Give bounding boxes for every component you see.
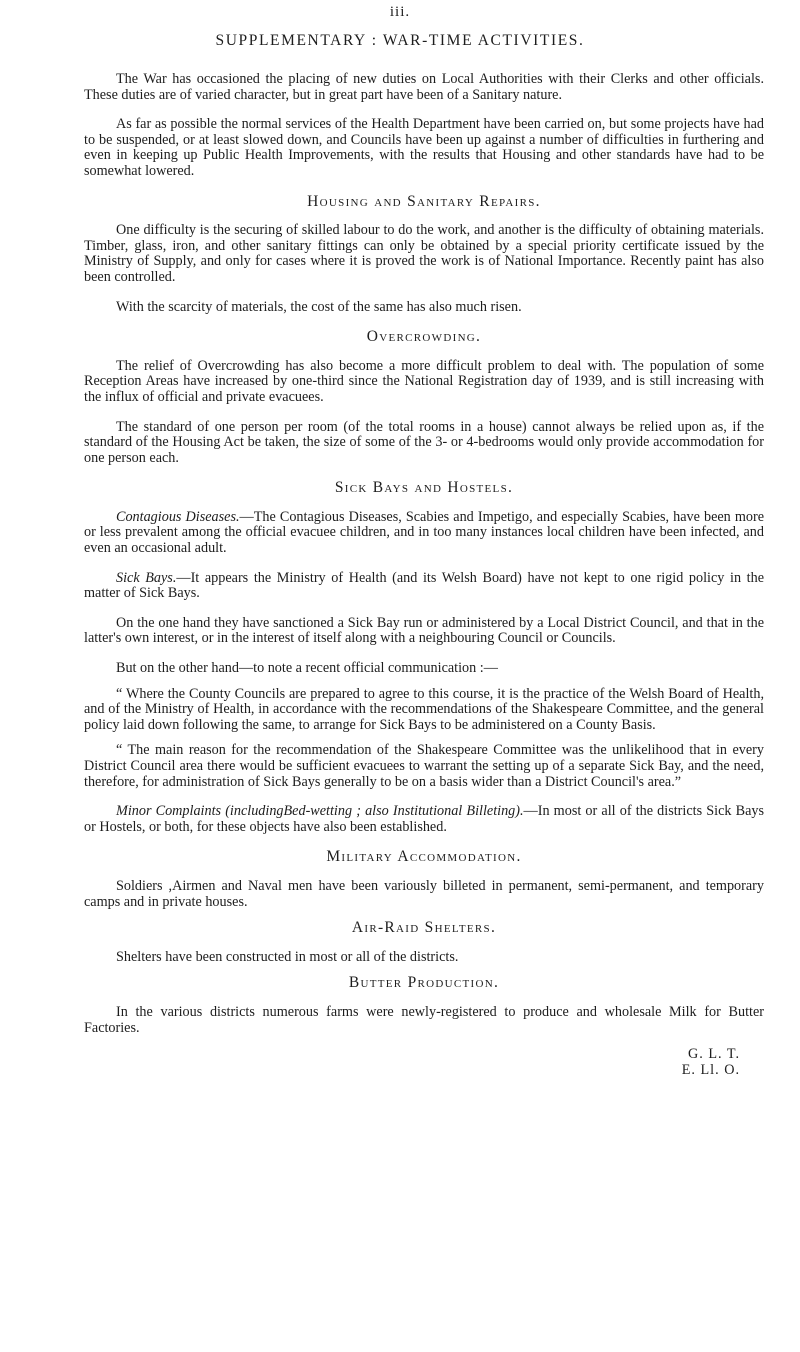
minor-complaints-text: —In most or all of the districts Sick Bays or Hostels, or both, for these objects have also been established. [84, 803, 764, 835]
intro-paragraph: The War has occasioned the placing of new duties on Local Authorities with their Clerks and other officials. These duties are of varied character, but in great part have been of a Sanitary nature. [84, 71, 764, 103]
signature-initials [84, 1046, 764, 1078]
butter-paragraph: In the various districts numerous farms were newly-registered to produce and wholesale Milk for Butter Factories. [84, 1003, 764, 1036]
section-heading-butter: Butter Production. [348, 974, 500, 992]
minor-complaints-label: Minor Complaints (includingBed-wetting ; also Institutional Billeting). [116, 803, 524, 820]
quoted-communication: “ Where the County Councils are prepared to agree to this course, it is the practice of the Welsh Board of Health, and of the Ministry of Health, in accordance with the recommendations of the Shakespeare Committee, and the general policy laid down following the same, to arrange for Sick Bays to be administered on a County Basis. [84, 685, 764, 733]
section-heading-air-raid: Air-Raid Shelters. [351, 919, 497, 937]
contagious-diseases-text: —The Contagious Diseases, Scabies and Impetigo, and especially Scabies, have been more or less prevalent among the official evacuee children, and in too many instances local children have been infected, and even an occasional adult. [84, 508, 764, 557]
air-raid-paragraph: Shelters have been constructed in most or all of the districts. [116, 948, 459, 965]
housing-paragraph: One difficulty is the securing of skilled labour to do the work, and another is the difficulty of obtaining materials. Timber, glass, iron, and other sanitary fittings can only be obtained by a special priority certificate issued by the Ministry of Supply, and only for cases where it is proved the work is of National Importance. Recently paint has also been controlled. [84, 222, 764, 285]
section-heading-overcrowding: Overcrowding. [366, 328, 482, 346]
contagious-diseases-paragraph [84, 510, 764, 557]
document-body [84, 72, 764, 1078]
section-heading-military: Military Accommodation. [326, 848, 522, 866]
quoted-communication: “ The main reason for the recommendation of the Shakespeare Committee was the unlikelihood that in every District Council area there would be sufficient evacuees to warrant the setting up of a separate Sick Bay, and the need, therefore, for administration of Sick Bays generally to be on a basis wider than a District Council's area.” [84, 742, 764, 790]
section-heading-sick-bays: Sick Bays and Hostels. [334, 479, 514, 497]
contagious-diseases-label: Contagious Diseases. [116, 508, 240, 525]
signature-line: G. L. T. [687, 1046, 740, 1063]
page-number: iii. [389, 4, 411, 20]
signature-line: E. Ll. O. [681, 1062, 740, 1079]
sanctioned-paragraph: On the one hand they have sanctioned a Sick Bay run or administered by a Local District Council, and that in the latter's own interest, or in the interest of itself along with a neighbouring Council or Councils. [84, 614, 764, 647]
intro-paragraph: As far as possible the normal services of the Health Department have been carried on, but some projects have had to be suspended, or at least slowed down, and Councils have been up against a number of difficulties in furthering and even in keeping up Public Health Improvements, with the results that Housing and other standards have had to be somewhat lowered. [84, 116, 764, 179]
minor-complaints-paragraph [84, 804, 764, 835]
military-paragraph: Soldiers ,Airmen and Naval men have been variously billeted in permanent, semi-permanent, and temporary camps and in private houses. [84, 877, 764, 910]
sick-bays-label: Sick Bays. [116, 569, 177, 586]
housing-paragraph: With the scarcity of materials, the cost of the same has also much risen. [116, 298, 522, 315]
overcrowding-paragraph: The standard of one person per room (of the total rooms in a house) cannot always be relied upon as, if the standard of the Housing Act be taken, the size of some of the 3- or 4-bedrooms would only provide accommodation for one person each. [84, 418, 764, 466]
document-title: SUPPLEMENTARY : WAR-TIME ACTIVITIES. [215, 32, 585, 49]
other-hand-paragraph: But on the other hand—to note a recent official communication :— [116, 660, 498, 677]
sick-bays-text: —It appears the Ministry of Health (and its Welsh Board) have not kept to one rigid policy in the matter of Sick Bays. [84, 569, 764, 602]
overcrowding-paragraph: The relief of Overcrowding has also become a more difficult problem to deal with. The population of some Reception Areas have increased by one-third since the National Registration day of 1939, and is still increasing with the influx of official and private evacuees. [84, 357, 764, 405]
sick-bays-paragraph [84, 571, 764, 602]
section-heading-housing: Housing and Sanitary Repairs. [307, 192, 541, 210]
